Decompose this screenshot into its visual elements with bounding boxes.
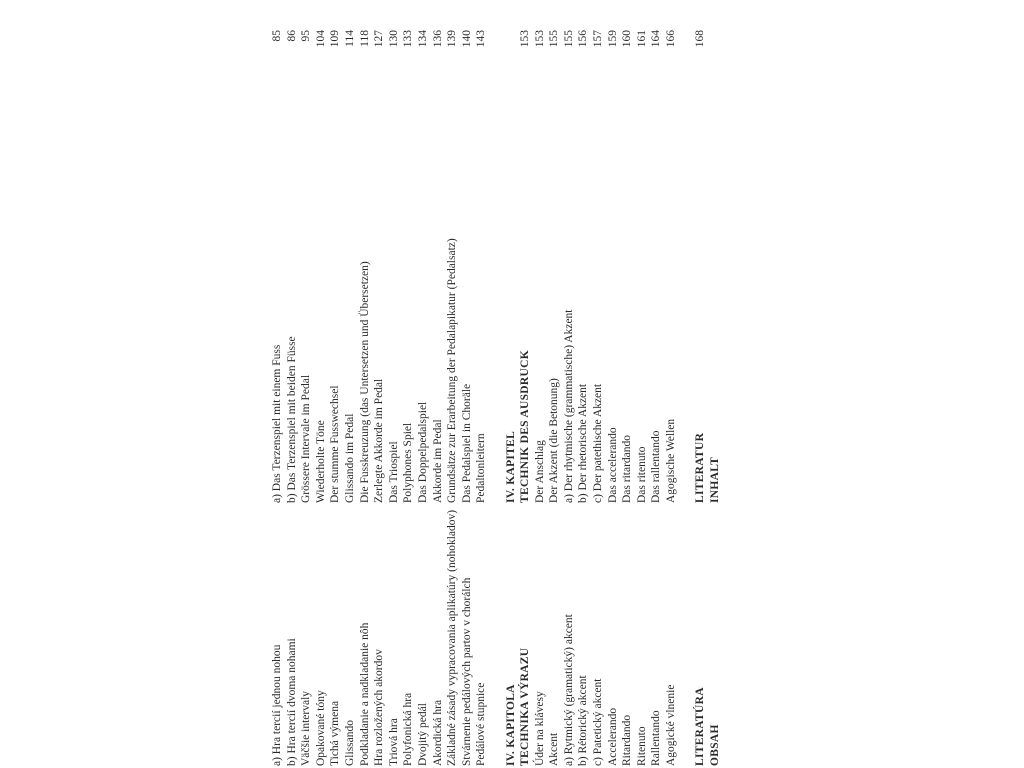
czech-entry-16: IV. KAPITOLA — [504, 684, 517, 766]
page-number-23: 159 — [606, 30, 619, 48]
german-entry-0: a) Das Terzenspiel mit einem Fuss — [271, 344, 283, 503]
page-number-12: 139 — [446, 30, 459, 48]
page-number-20: 155 — [562, 30, 575, 48]
page-number-14: 143 — [475, 30, 488, 48]
page-number-18: 153 — [533, 30, 546, 48]
czech-entry-2: Väčšie intervaly — [300, 690, 313, 766]
german-entry-20: a) Der rhytmische (grammatische) Akzent — [562, 309, 575, 503]
german-entry-23: Das accelerando — [606, 427, 619, 503]
page-number-8: 130 — [387, 30, 400, 48]
czech-entry-9: Polyfonická hra — [402, 692, 415, 766]
german-entry-26: Das rallentando — [650, 430, 663, 503]
czech-entry-27: Agogické vlnenie — [665, 684, 678, 766]
czech-entry-22: c) Patetický akcent — [592, 678, 605, 766]
german-entry-7: Zerlegte Akkorde im Pedal — [373, 378, 386, 503]
czech-entry-11: Akordická hra — [431, 699, 444, 766]
german-entry-10: Das Doppelpedalspiel — [416, 401, 429, 503]
rotated-toc-page — [260, 8, 760, 768]
german-entry-6: Die Fusskreuzung (das Untersetzen und Übersetzen) — [358, 261, 371, 503]
page-number-1: 86 — [285, 30, 298, 42]
german-entry-16: IV. KAPITEL — [504, 430, 517, 503]
czech-entry-8: Triová hra — [387, 718, 400, 766]
page-number-3: 104 — [314, 30, 327, 48]
german-entry-19: Der Akzent (die Betonung) — [548, 378, 561, 503]
german-entry-24: Das ritardando — [621, 434, 634, 503]
german-entry-14: Pedaltonleitern — [475, 433, 488, 503]
page-number-26: 164 — [650, 30, 663, 48]
czech-entry-24: Ritardando — [621, 714, 634, 766]
page-number-5: 114 — [343, 30, 356, 47]
page-number-15 — [489, 30, 504, 70]
german-entry-18: Der Anschlag — [533, 440, 546, 503]
czech-entry-21: b) Rétorický akcent — [577, 675, 590, 766]
czech-entry-7: Hra rozložených akordov — [373, 649, 386, 766]
page-number-17: 153 — [519, 30, 532, 48]
page-number-7: 127 — [373, 30, 386, 48]
page-number-28 — [679, 30, 694, 70]
czech-entry-30: OBSAH — [708, 724, 721, 766]
czech-entry-19: Akcent — [548, 732, 561, 766]
czech-entry-20: a) Rytmický (gramatický) akcent — [562, 614, 575, 766]
czech-entry-28 — [679, 466, 694, 766]
german-entry-1: b) Das Terzenspiel mit beiden Füsse — [285, 336, 298, 503]
german-entry-25: Das ritenuto — [635, 446, 648, 503]
page-number-29: 168 — [694, 30, 707, 48]
czech-entry-10: Dvojitý pedál — [416, 703, 429, 766]
german-entry-5: Glissando im Pedal — [343, 413, 356, 503]
page-number-4: 109 — [329, 30, 342, 48]
german-entry-21: b) Der rhetorische Akzent — [577, 383, 590, 503]
page-number-2: 95 — [300, 30, 313, 42]
page-number-13: 140 — [460, 30, 473, 48]
german-entry-30: INHALT — [708, 456, 721, 503]
page-number-30 — [708, 30, 723, 70]
czech-entry-4: Tichá výmena — [329, 700, 342, 766]
german-entry-3: Wiederholte Töne — [314, 420, 327, 503]
page-number-6: 118 — [358, 30, 371, 47]
page-number-10: 134 — [416, 30, 429, 48]
czech-entry-6: Podkladanie a nadkladanie nôh — [358, 622, 371, 766]
czech-entry-18: Úder na klávesy — [533, 691, 546, 766]
german-entry-22: c) Der patethische Akzent — [592, 383, 605, 503]
czech-entry-1: b) Hra tercií dvoma nohami — [285, 638, 298, 766]
page-number-25: 161 — [635, 30, 648, 48]
page-number-21: 156 — [577, 30, 590, 48]
page-number-column — [270, 30, 722, 70]
czech-entry-14: Pedálové stupnice — [475, 682, 488, 766]
czech-entry-29: LITERATÚRA — [694, 687, 707, 766]
czech-entry-3: Opakované tóny — [314, 690, 327, 766]
page-number-19: 155 — [548, 30, 561, 48]
german-entry-29: LITERATUR — [694, 432, 707, 503]
german-entry-8: Das Triospiel — [387, 441, 400, 503]
page-number-9: 133 — [402, 30, 415, 48]
czech-entry-25: Ritenuto — [635, 726, 648, 766]
german-entry-12: Grundsätze zur Erarbeitung der Pedalapikatur (Pedalsatz) — [446, 238, 459, 503]
page-number-0: 85 — [271, 30, 283, 42]
czech-entry-13: Stvárnenie pedálových partov v chorálch — [460, 577, 473, 766]
german-entry-28 — [679, 203, 694, 503]
german-toc-column — [270, 203, 722, 503]
czech-entry-23: Accelerando — [606, 707, 619, 766]
page-number-11: 136 — [431, 30, 444, 48]
czech-entry-5: Glissando — [343, 720, 356, 766]
german-entry-13: Das Pedalspiel in Choräle — [460, 383, 473, 503]
german-entry-27: Agogische Wellen — [665, 418, 678, 503]
page-number-27: 166 — [665, 30, 678, 48]
czech-entry-0: a) Hra tercií jednou nohou — [271, 644, 283, 766]
german-entry-15 — [489, 203, 504, 503]
czech-entry-17: TECHNIKA VÝRAZU — [519, 647, 532, 766]
german-entry-11: Akkorde im Pedal — [431, 419, 444, 503]
czech-entry-26: Rallentando — [650, 710, 663, 766]
czech-entry-12: Základné zásady vypracovania aplikatúry (nohokladov) — [446, 509, 459, 766]
german-entry-17: TECHNIK DES AUSDRUCK — [519, 350, 532, 503]
german-entry-2: Grössere Intervale im Pedal — [300, 374, 313, 503]
german-entry-9: Polyphones Spiel — [402, 422, 415, 503]
page-number-16 — [504, 30, 519, 70]
german-entry-4: Der stumme Fusswechsel — [329, 385, 342, 503]
page-number-22: 157 — [592, 30, 605, 48]
page-number-24: 160 — [621, 30, 634, 48]
